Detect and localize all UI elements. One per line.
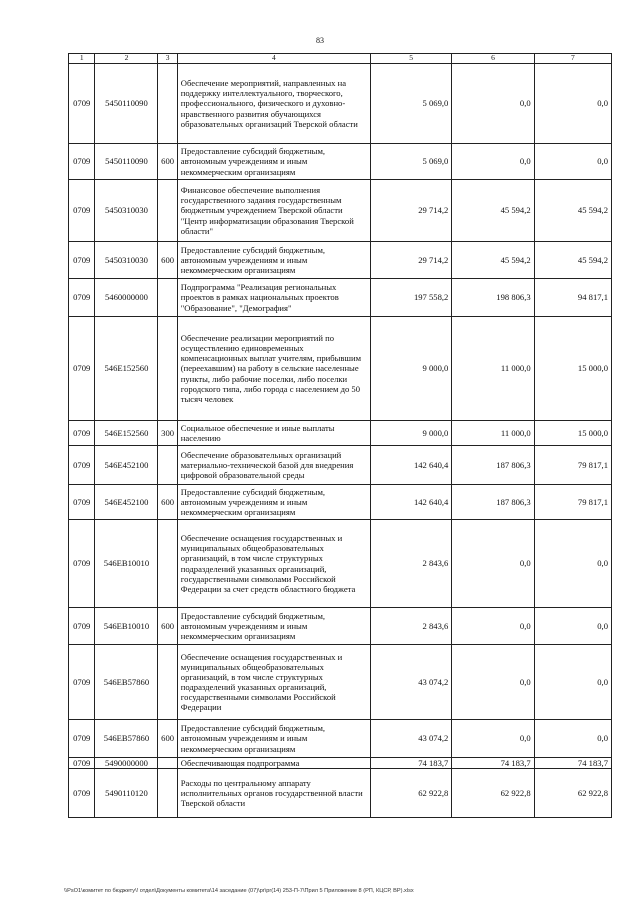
- amount-year-3: 0,0: [534, 720, 611, 758]
- amount-year-1: 62 922,8: [370, 769, 451, 818]
- amount-year-3: 94 817,1: [534, 279, 611, 317]
- amount-year-3: 79 817,1: [534, 446, 611, 485]
- amount-year-1: 9 000,0: [370, 421, 451, 446]
- table-body: [69, 64, 612, 818]
- table-row: [69, 317, 612, 421]
- expense-type: [158, 446, 177, 485]
- amount-year-1: 29 714,2: [370, 242, 451, 279]
- item-description: Обеспечение оснащения государственных и муниципальных общеобразовательных организаций, в том числе структурных подразделений указанных организаций, государственными символами Российской Федерации: [177, 645, 370, 720]
- amount-year-2: 0,0: [452, 144, 534, 180]
- item-description: Предоставление субсидий бюджетным, автономным учреждениям и иным некоммерческим организациям: [177, 608, 370, 645]
- item-description: Социальное обеспечение и иные выплаты населению: [177, 421, 370, 446]
- section-code: 0709: [69, 144, 95, 180]
- col-header-1: 1: [69, 54, 95, 64]
- amount-year-1: 5 069,0: [370, 144, 451, 180]
- budget-table: [68, 53, 612, 818]
- target-article: 5450310030: [95, 242, 158, 279]
- expense-type: 300: [158, 421, 177, 446]
- amount-year-2: 0,0: [452, 645, 534, 720]
- section-code: 0709: [69, 485, 95, 520]
- table-row: [69, 421, 612, 446]
- amount-year-3: 0,0: [534, 144, 611, 180]
- expense-type: [158, 180, 177, 242]
- target-article: 546ЕВ57860: [95, 720, 158, 758]
- amount-year-2: 0,0: [452, 608, 534, 645]
- section-code: 0709: [69, 769, 95, 818]
- amount-year-2: 45 594,2: [452, 180, 534, 242]
- target-article: 546ЕВ10010: [95, 608, 158, 645]
- expense-type: [158, 769, 177, 818]
- section-code: 0709: [69, 446, 95, 485]
- table-row: [69, 645, 612, 720]
- amount-year-2: 0,0: [452, 720, 534, 758]
- table-row: [69, 758, 612, 769]
- amount-year-3: 62 922,8: [534, 769, 611, 818]
- section-code: 0709: [69, 720, 95, 758]
- section-code: 0709: [69, 520, 95, 608]
- target-article: 546Е452100: [95, 446, 158, 485]
- item-description: Финансовое обеспечение выполнения государственного задания государственным бюджетным учреждением Тверской области "Центр информатизации образования Тверской области": [177, 180, 370, 242]
- col-header-2: 2: [95, 54, 158, 64]
- amount-year-2: 11 000,0: [452, 317, 534, 421]
- col-header-4: 4: [177, 54, 370, 64]
- item-description: Обеспечивающая подпрограмма: [177, 758, 370, 769]
- amount-year-2: 74 183,7: [452, 758, 534, 769]
- amount-year-3: 15 000,0: [534, 421, 611, 446]
- section-code: 0709: [69, 421, 95, 446]
- section-code: 0709: [69, 317, 95, 421]
- amount-year-2: 11 000,0: [452, 421, 534, 446]
- amount-year-1: 43 074,2: [370, 720, 451, 758]
- amount-year-1: 43 074,2: [370, 645, 451, 720]
- expense-type: [158, 64, 177, 144]
- item-description: Предоставление субсидий бюджетным, автономным учреждениям и иным некоммерческим организациям: [177, 485, 370, 520]
- item-description: Обеспечение реализации мероприятий по осуществлению единовременных компенсационных выплат учителям, прибывшим (переехавшим) на работу в сельские населенные пункты, либо рабочие поселки, либо поселки городского типа, либо города с населением до 50 тысяч человек: [177, 317, 370, 421]
- table-row: [69, 180, 612, 242]
- target-article: 5450110090: [95, 144, 158, 180]
- expense-type: [158, 520, 177, 608]
- footer-file-path: \\PsO1\комитет по бюджету\! отдел\Документы комитета\14 заседание (07)\pr\pr(14) 253-П-7\Прил 5 Приложение 8 (РП, КЦСР, ВР).xlsx: [64, 888, 414, 894]
- target-article: 546Е452100: [95, 485, 158, 520]
- table-row: [69, 520, 612, 608]
- section-code: 0709: [69, 608, 95, 645]
- amount-year-2: 187 806,3: [452, 485, 534, 520]
- col-header-3: 3: [158, 54, 177, 64]
- page-number: 83: [316, 36, 324, 45]
- target-article: 5490000000: [95, 758, 158, 769]
- section-code: 0709: [69, 645, 95, 720]
- table-row: [69, 64, 612, 144]
- section-code: 0709: [69, 64, 95, 144]
- table-row: [69, 144, 612, 180]
- amount-year-1: 74 183,7: [370, 758, 451, 769]
- item-description: Обеспечение мероприятий, направленных на поддержку интеллектуального, творческого, профессионального, физического и духовно-нравственного развития обучающихся образовательных организаций Тверской области: [177, 64, 370, 144]
- expense-type: 600: [158, 144, 177, 180]
- amount-year-2: 198 806,3: [452, 279, 534, 317]
- amount-year-3: 45 594,2: [534, 180, 611, 242]
- amount-year-1: 197 558,2: [370, 279, 451, 317]
- col-header-5: 5: [370, 54, 451, 64]
- amount-year-2: 62 922,8: [452, 769, 534, 818]
- expense-type: 600: [158, 485, 177, 520]
- item-description: Расходы по центральному аппарату исполнительных органов государственной власти Тверской области: [177, 769, 370, 818]
- item-description: Подпрограмма "Реализация региональных проектов в рамках национальных проектов "Образование", "Демография": [177, 279, 370, 317]
- target-article: 5450110090: [95, 64, 158, 144]
- target-article: 5490110120: [95, 769, 158, 818]
- item-description: Обеспечение образовательных организаций материально-технической базой для внедрения цифровой образовательной среды: [177, 446, 370, 485]
- section-code: 0709: [69, 242, 95, 279]
- amount-year-3: 15 000,0: [534, 317, 611, 421]
- amount-year-3: 0,0: [534, 520, 611, 608]
- amount-year-1: 29 714,2: [370, 180, 451, 242]
- amount-year-3: 74 183,7: [534, 758, 611, 769]
- col-header-6: 6: [452, 54, 534, 64]
- expense-type: 600: [158, 242, 177, 279]
- amount-year-1: 2 843,6: [370, 608, 451, 645]
- amount-year-1: 5 069,0: [370, 64, 451, 144]
- target-article: 546ЕВ10010: [95, 520, 158, 608]
- amount-year-3: 45 594,2: [534, 242, 611, 279]
- amount-year-1: 142 640,4: [370, 485, 451, 520]
- target-article: 546Е152560: [95, 421, 158, 446]
- item-description: Предоставление субсидий бюджетным, автономным учреждениям и иным некоммерческим организациям: [177, 242, 370, 279]
- table-row: [69, 485, 612, 520]
- expense-type: [158, 279, 177, 317]
- amount-year-2: 45 594,2: [452, 242, 534, 279]
- amount-year-1: 2 843,6: [370, 520, 451, 608]
- section-code: 0709: [69, 758, 95, 769]
- table-row: [69, 242, 612, 279]
- table-row: [69, 279, 612, 317]
- target-article: 5450310030: [95, 180, 158, 242]
- table-row: [69, 720, 612, 758]
- amount-year-1: 142 640,4: [370, 446, 451, 485]
- table-row: [69, 769, 612, 818]
- expense-type: [158, 758, 177, 769]
- target-article: 5460000000: [95, 279, 158, 317]
- expense-type: [158, 317, 177, 421]
- amount-year-3: 79 817,1: [534, 485, 611, 520]
- col-header-7: 7: [534, 54, 611, 64]
- amount-year-2: 187 806,3: [452, 446, 534, 485]
- amount-year-3: 0,0: [534, 608, 611, 645]
- table-row: [69, 446, 612, 485]
- header-row: [69, 54, 612, 64]
- item-description: Обеспечение оснащения государственных и муниципальных общеобразовательных организаций, в том числе структурных подразделений указанных организаций, государственными символами Российской Федерации за счет средств областного бюджета: [177, 520, 370, 608]
- amount-year-3: 0,0: [534, 645, 611, 720]
- expense-type: 600: [158, 608, 177, 645]
- amount-year-1: 9 000,0: [370, 317, 451, 421]
- table-row: [69, 608, 612, 645]
- amount-year-3: 0,0: [534, 64, 611, 144]
- item-description: Предоставление субсидий бюджетным, автономным учреждениям и иным некоммерческим организациям: [177, 720, 370, 758]
- target-article: 546ЕВ57860: [95, 645, 158, 720]
- expense-type: 600: [158, 720, 177, 758]
- amount-year-2: 0,0: [452, 64, 534, 144]
- section-code: 0709: [69, 180, 95, 242]
- item-description: Предоставление субсидий бюджетным, автономным учреждениям и иным некоммерческим организациям: [177, 144, 370, 180]
- expense-type: [158, 645, 177, 720]
- section-code: 0709: [69, 279, 95, 317]
- amount-year-2: 0,0: [452, 520, 534, 608]
- target-article: 546Е152560: [95, 317, 158, 421]
